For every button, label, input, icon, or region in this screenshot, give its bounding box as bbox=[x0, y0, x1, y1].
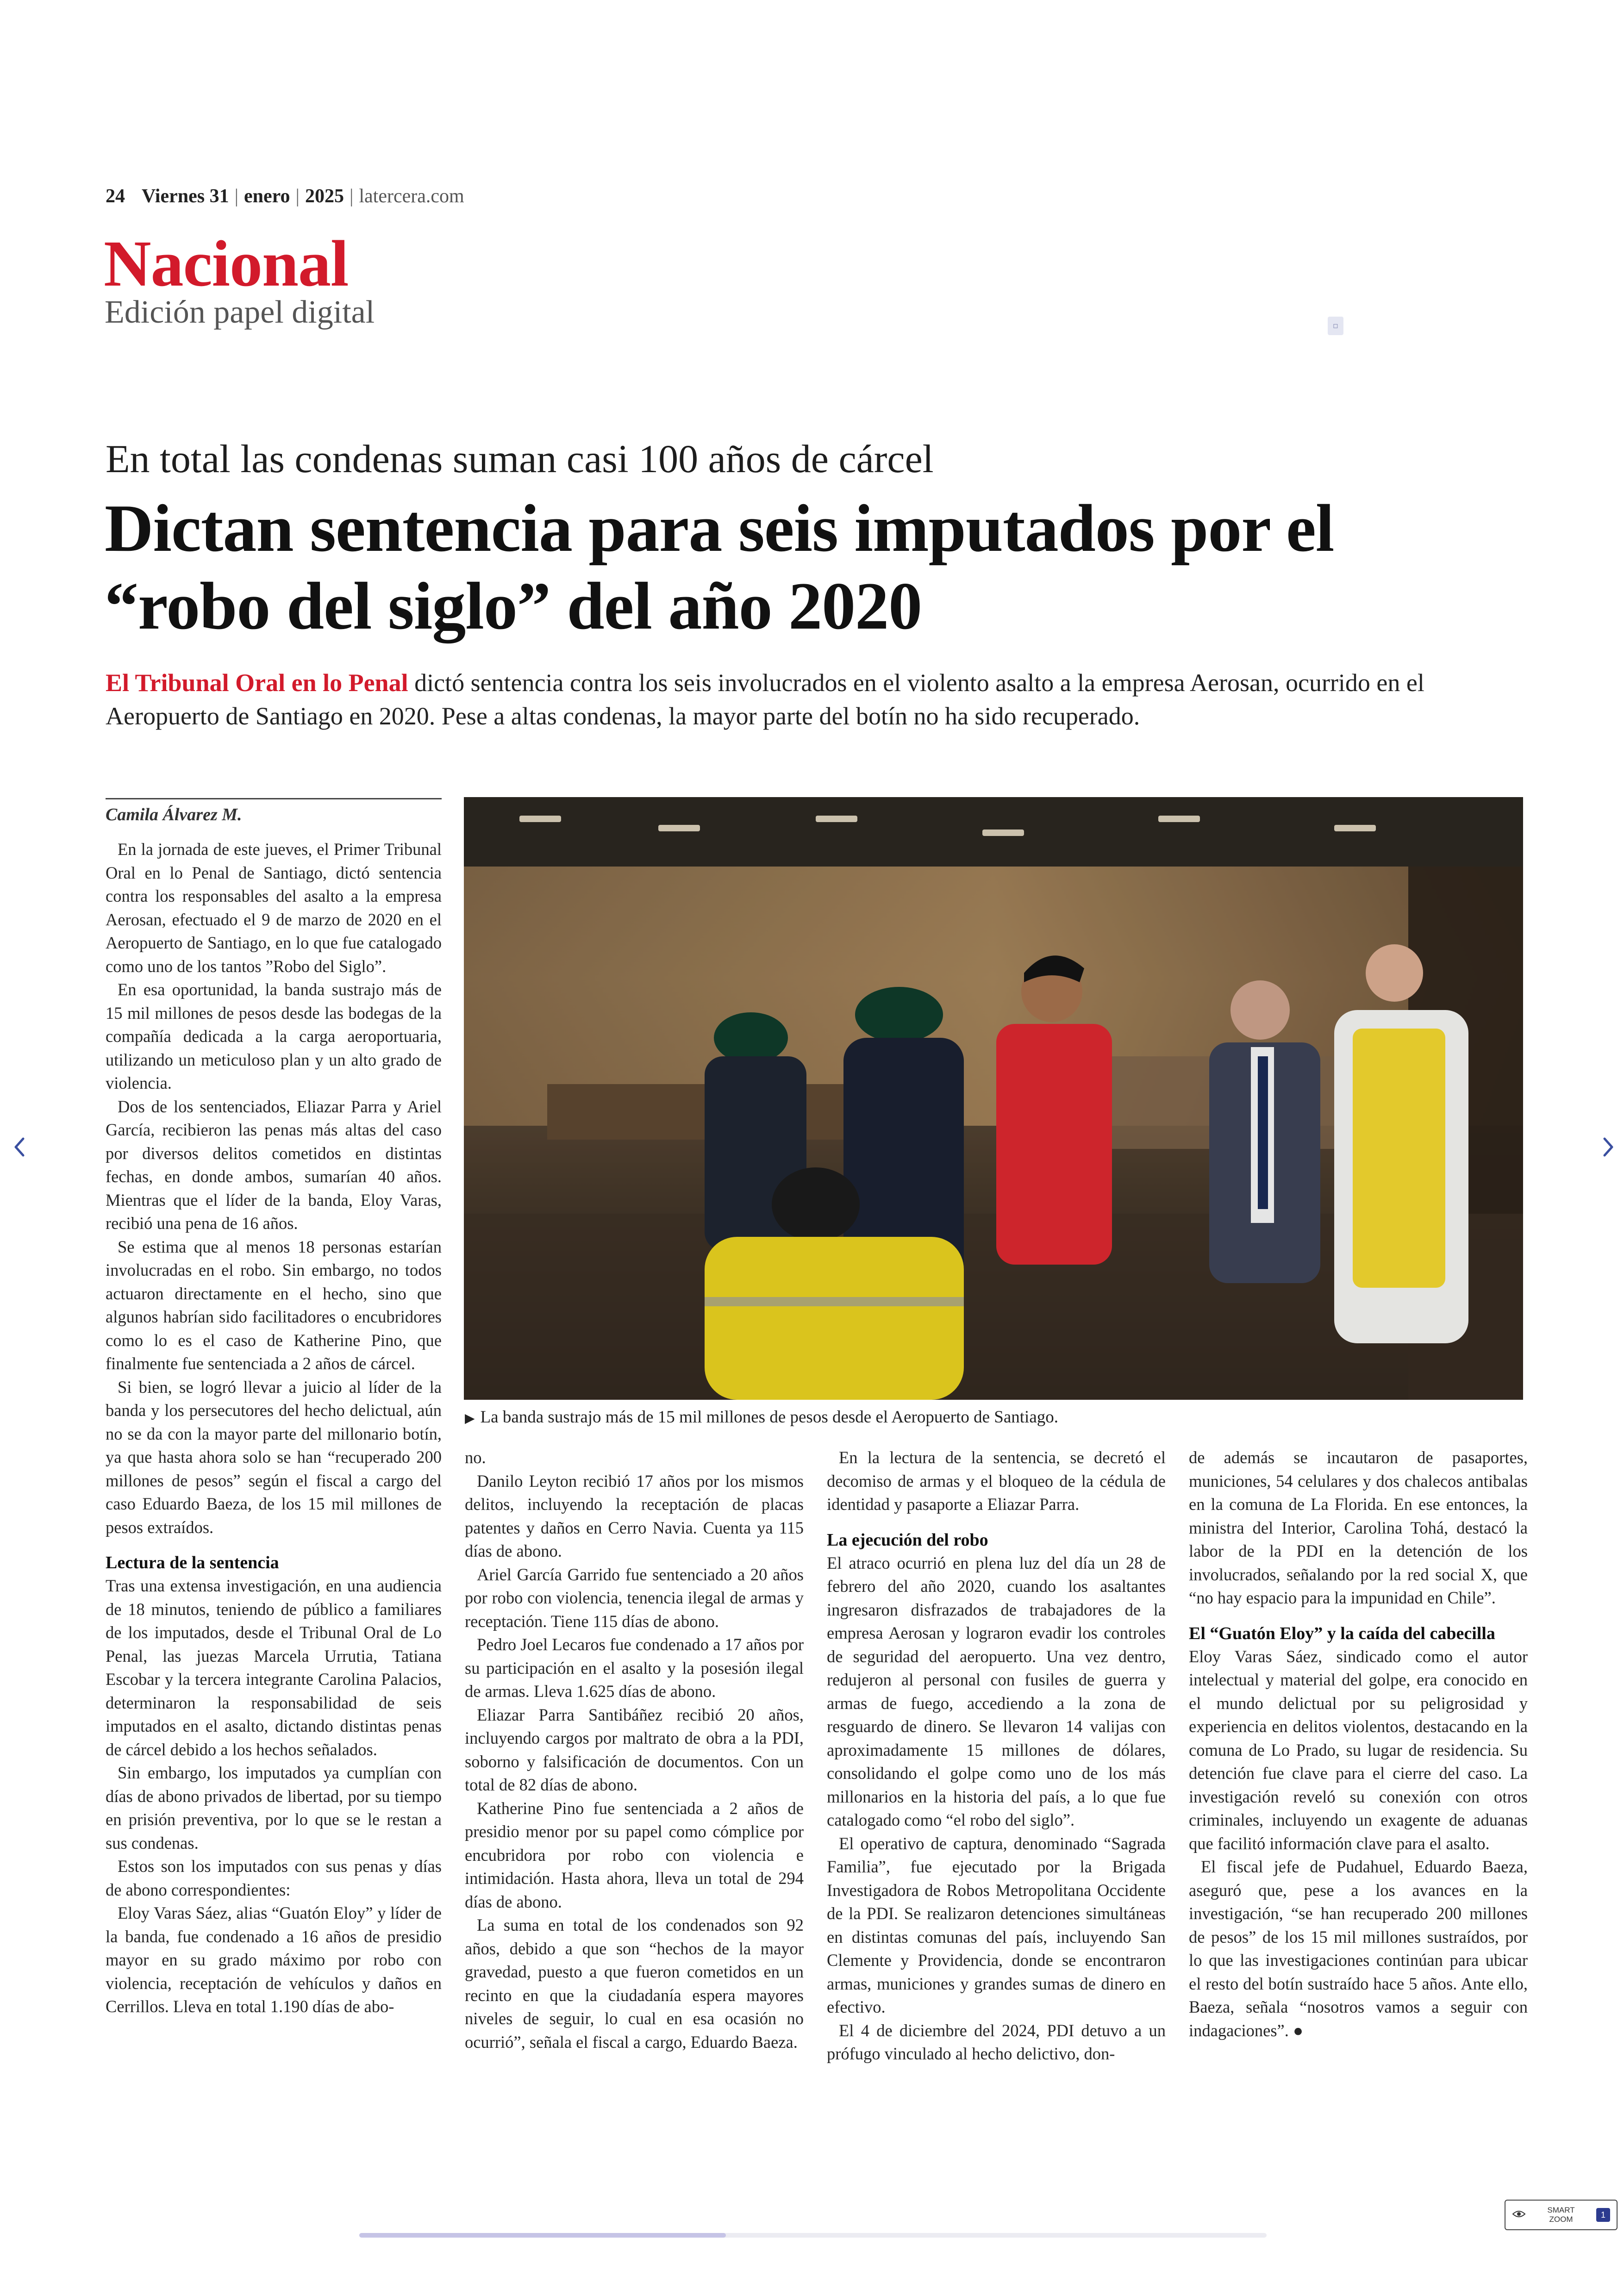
paragraph: Estos son los imputados con sus penas y días de abono correspondientes: bbox=[106, 1857, 442, 1899]
scrollbar-thumb[interactable] bbox=[359, 2233, 726, 2238]
paragraph: El atraco ocurrió en plena luz del día un 28 de febrero del año 2020, cuando los asaltantes ingresaron disfrazados de trabajadores de la empresa Aerosan y lograron evadir los controles de seguridad del aeropuerto. Una vez dentro, redujeron al personal con fusiles de guerra y armas de fuego, accediendo a la zona de resguardo de dinero. Se llevaron 14 valijas con aproximadamente 15 millones de dólares, consolidando el golpe como uno de los más millonarios en la historia del país, a lo que fue catalogado como “el robo del siglo”. bbox=[827, 1553, 1166, 1829]
smart-zoom-label: SMART ZOOM bbox=[1547, 2206, 1575, 2224]
paragraph: de además se incautaron de pasaportes, municiones, 54 celulares y dos chalecos antibalas en la comuna de La Florida. En ese entonces, la ministra del Interior, Carolina Tohá, destacó la labor de la PDI en la detención de los involucrados, señalando por la red social X, que “no hay espacio para la impunidad en Chile”. bbox=[1189, 1448, 1528, 1607]
article-kicker: En total las condenas suman casi 100 años de cárcel bbox=[106, 437, 934, 481]
page-marker-icon[interactable]: ▫ bbox=[1328, 317, 1343, 335]
folio-separator: | bbox=[295, 186, 300, 207]
article-column-3 bbox=[827, 1446, 1166, 2066]
article-headline: Dictan sentencia para seis imputados por el “robo del siglo” del año 2020 bbox=[105, 491, 1334, 643]
page-number: 24 bbox=[106, 186, 125, 207]
article-lede bbox=[106, 667, 1494, 733]
eye-icon bbox=[1512, 2209, 1526, 2220]
paragraph: Ariel García Garrido fue sentenciado a 20 años por robo con violencia, tenencia ilegal de armas y receptación. Tiene 115 días de abono. bbox=[465, 1565, 804, 1631]
paragraph: El operativo de captura, denominado “Sagrada Familia”, fue ejecutado por la Brigada Investigadora de Robos Metropolitana Occidente de la PDI. Se realizaron detenciones simultáneas en distintas comunas del país, incluyendo San Clemente y Providencia, donde se encontraron armas, municiones y grandes sumas de dinero en efectivo. bbox=[827, 1834, 1166, 2016]
paragraph bbox=[1189, 1855, 1528, 2042]
smart-zoom-badge: 1 bbox=[1596, 2208, 1610, 2222]
paragraph: En esa oportunidad, la banda sustrajo más de 15 mil millones de pesos desde las bodegas de la compañía dedicada a la carga aeroportuaria, utilizando un meticuloso plan y un alto grado de violencia. bbox=[106, 980, 442, 1092]
folio-day: Viernes 31 bbox=[142, 186, 229, 207]
edition-subtitle: Edición papel digital bbox=[105, 294, 375, 330]
article-column-1 bbox=[106, 838, 442, 2019]
chevron-left-icon[interactable] bbox=[10, 1133, 29, 1161]
paragraph: Eloy Varas Sáez, alias “Guatón Eloy” y líder de la banda, fue condenado a 16 años de presidio mayor en su grado máximo por robo con violencia, receptación de vehículos y daños en Cerrillos. Lleva en total 1.190 días de abo- bbox=[106, 1903, 442, 2016]
page-scrollbar[interactable] bbox=[359, 2233, 1267, 2238]
end-mark-icon: ● bbox=[1293, 2021, 1304, 2040]
paragraph: Danilo Leyton recibió 17 años por los mismos delitos, incluyendo la receptación de placas patentes y daños en Cerro Navia. Cuenta ya 115 días de abono. bbox=[465, 1471, 804, 1560]
article-column-4 bbox=[1189, 1446, 1528, 2042]
lede-highlight: El Tribunal Oral en lo Penal bbox=[106, 669, 408, 697]
caption-triangle-icon: ▶ bbox=[465, 1411, 475, 1426]
folio-line bbox=[106, 185, 464, 207]
subheading: El “Guatón Eloy” y la caída del cabecilla bbox=[1189, 1623, 1495, 1643]
folio-year: 2025 bbox=[305, 186, 344, 207]
paragraph: Sin embargo, los imputados ya cumplían con días de abono privados de libertad, por su tiempo en prisión preventiva, por lo que se le restan a sus condenas. bbox=[106, 1763, 442, 1852]
paragraph: Dos de los sentenciados, Eliazar Parra y Ariel García, recibieron las penas más altas del caso por diversos delitos cometidos en distintas fechas, en donde ambos, sumarían 40 años. Mientras que el líder de la banda, Eloy Varas, recibió una pena de 16 años. bbox=[106, 1097, 442, 1233]
subheading: La ejecución del robo bbox=[827, 1530, 988, 1550]
paragraph: Katherine Pino fue sentenciada a 2 años de presidio menor por su papel como cómplice por encubridora por robo con violencia e intimidación. Hasta ahora, lleva un total de 294 días de abono. bbox=[465, 1798, 804, 1911]
byline: Camila Álvarez M. bbox=[106, 805, 242, 824]
paragraph: Eloy Varas Sáez, sindicado como el autor intelectual y material del golpe, era conocido en el mundo delictual por su peligrosidad y experiencia en delitos violentos, destacando en la comuna de Lo Prado, su lugar de residencia. Su detención fue clave para el cierre del caso. La investigación reveló su conexión con otros criminales, incluyendo un exagente de aduanas que facilitó información clave para el asalto. bbox=[1189, 1646, 1528, 1853]
paragraph: no. bbox=[465, 1448, 486, 1467]
smart-zoom-button[interactable] bbox=[1505, 2200, 1618, 2230]
article-column-2 bbox=[465, 1446, 804, 2054]
paragraph: En la jornada de este jueves, el Primer Tribunal Oral en lo Penal de Santiago, dictó sentencia contra los responsables del asalto a la empresa Aerosan, efectuado el 9 de marzo de 2020 en el Aeropuerto de Santiago, en lo que fue catalogado como uno de los tantos ”Robo del Siglo”. bbox=[106, 840, 442, 976]
paragraph: Tras una extensa investigación, en una audiencia de 18 minutos, teniendo de público a familiares de los imputados, desde el Tribunal Oral de Lo Penal, las juezas Marcela Urrutia, Tatiana Escobar y la tercera integrante Carolina Palacios, determinaron la responsabilidad de seis imputados en el asalto, dictando distintas penas de cárcel debido a los hechos señalados. bbox=[106, 1576, 442, 1759]
paragraph: El 4 de diciembre del 2024, PDI detuvo a un prófugo vinculado al hecho delictivo, don- bbox=[827, 2021, 1166, 2063]
subheading: Lectura de la sentencia bbox=[106, 1553, 279, 1572]
paragraph-text: El fiscal jefe de Pudahuel, Eduardo Baeza, aseguró que, pese a los avances en la investigación, “se han recuperado 200 millones de pesos” de los 15 mil millones sustraídos, por lo que las investigaciones continúan para ubicar el resto del botín sustraído hace 5 años. Ante ello, Baeza, señala “nosotros vamos a seguir con indagaciones”. bbox=[1189, 1857, 1528, 2040]
folio-separator: | bbox=[234, 186, 238, 207]
paragraph: Se estima que al menos 18 personas estarían involucradas en el robo. Sin embargo, no todos actuaron directamente en el hecho, sino que algunos habrían sido facilitadores o encubridores como lo es el caso de Katherine Pino, que finalmente fue sentenciada a 2 años de cárcel. bbox=[106, 1237, 442, 1373]
courtroom-photo-illustration bbox=[464, 797, 1523, 1400]
folio-separator: | bbox=[349, 186, 354, 207]
paragraph: Si bien, se logró llevar a juicio al líder de la banda y los persecutores del hecho delictual, aún no se da con la mayor parte del millonario botín, ya que hasta ahora solo se han “recuperado 200 millones de pesos” según el fiscal a cargo del caso Eduardo Baeza, de los 15 mil millones de pesos extraídos. bbox=[106, 1377, 442, 1537]
photo-caption-text: La banda sustrajo más de 15 mil millones de pesos desde el Aeropuerto de Santiago. bbox=[480, 1408, 1059, 1427]
byline-rule bbox=[106, 798, 442, 799]
folio-month: enero bbox=[244, 186, 290, 207]
folio-site: latercera.com bbox=[359, 186, 464, 207]
section-title: Nacional bbox=[104, 227, 349, 300]
paragraph: La suma en total de los condenados son 92 años, debido a que son “hechos de la mayor gravedad, puesto a que fueron cometidos en un recinto en que la ciudadanía espera mayores niveles de seguir, lo cual en esa ocasión no ocurrió”, señala el fiscal a cargo, Eduardo Baeza. bbox=[465, 1915, 804, 2052]
paragraph: Eliazar Parra Santibáñez recibió 20 años, incluyendo cargos por maltrato de obra a la PDI, soborno y falsificación de documentos. Con un total de 82 días de abono. bbox=[465, 1705, 804, 1794]
paragraph: En la lectura de la sentencia, se decretó el decomiso de armas y el bloqueo de la cédula de identidad y pasaporte a Eliazar Parra. bbox=[827, 1448, 1166, 1514]
photo-caption bbox=[465, 1407, 1058, 1427]
courtroom-photo bbox=[464, 797, 1523, 1400]
paragraph: Pedro Joel Lecaros fue condenado a 17 años por su participación en el asalto y la posesión ilegal de armas. Lleva 1.625 días de abono. bbox=[465, 1635, 804, 1701]
lede-text: dictó sentencia contra los seis involucrados en el violento asalto a la empresa Aerosan, ocurrido en el Aeropuerto de Santiago en 2020. Pese a altas condenas, la mayor parte del botín no ha sido recuperado. bbox=[106, 669, 1424, 730]
chevron-right-icon[interactable] bbox=[1599, 1133, 1618, 1161]
